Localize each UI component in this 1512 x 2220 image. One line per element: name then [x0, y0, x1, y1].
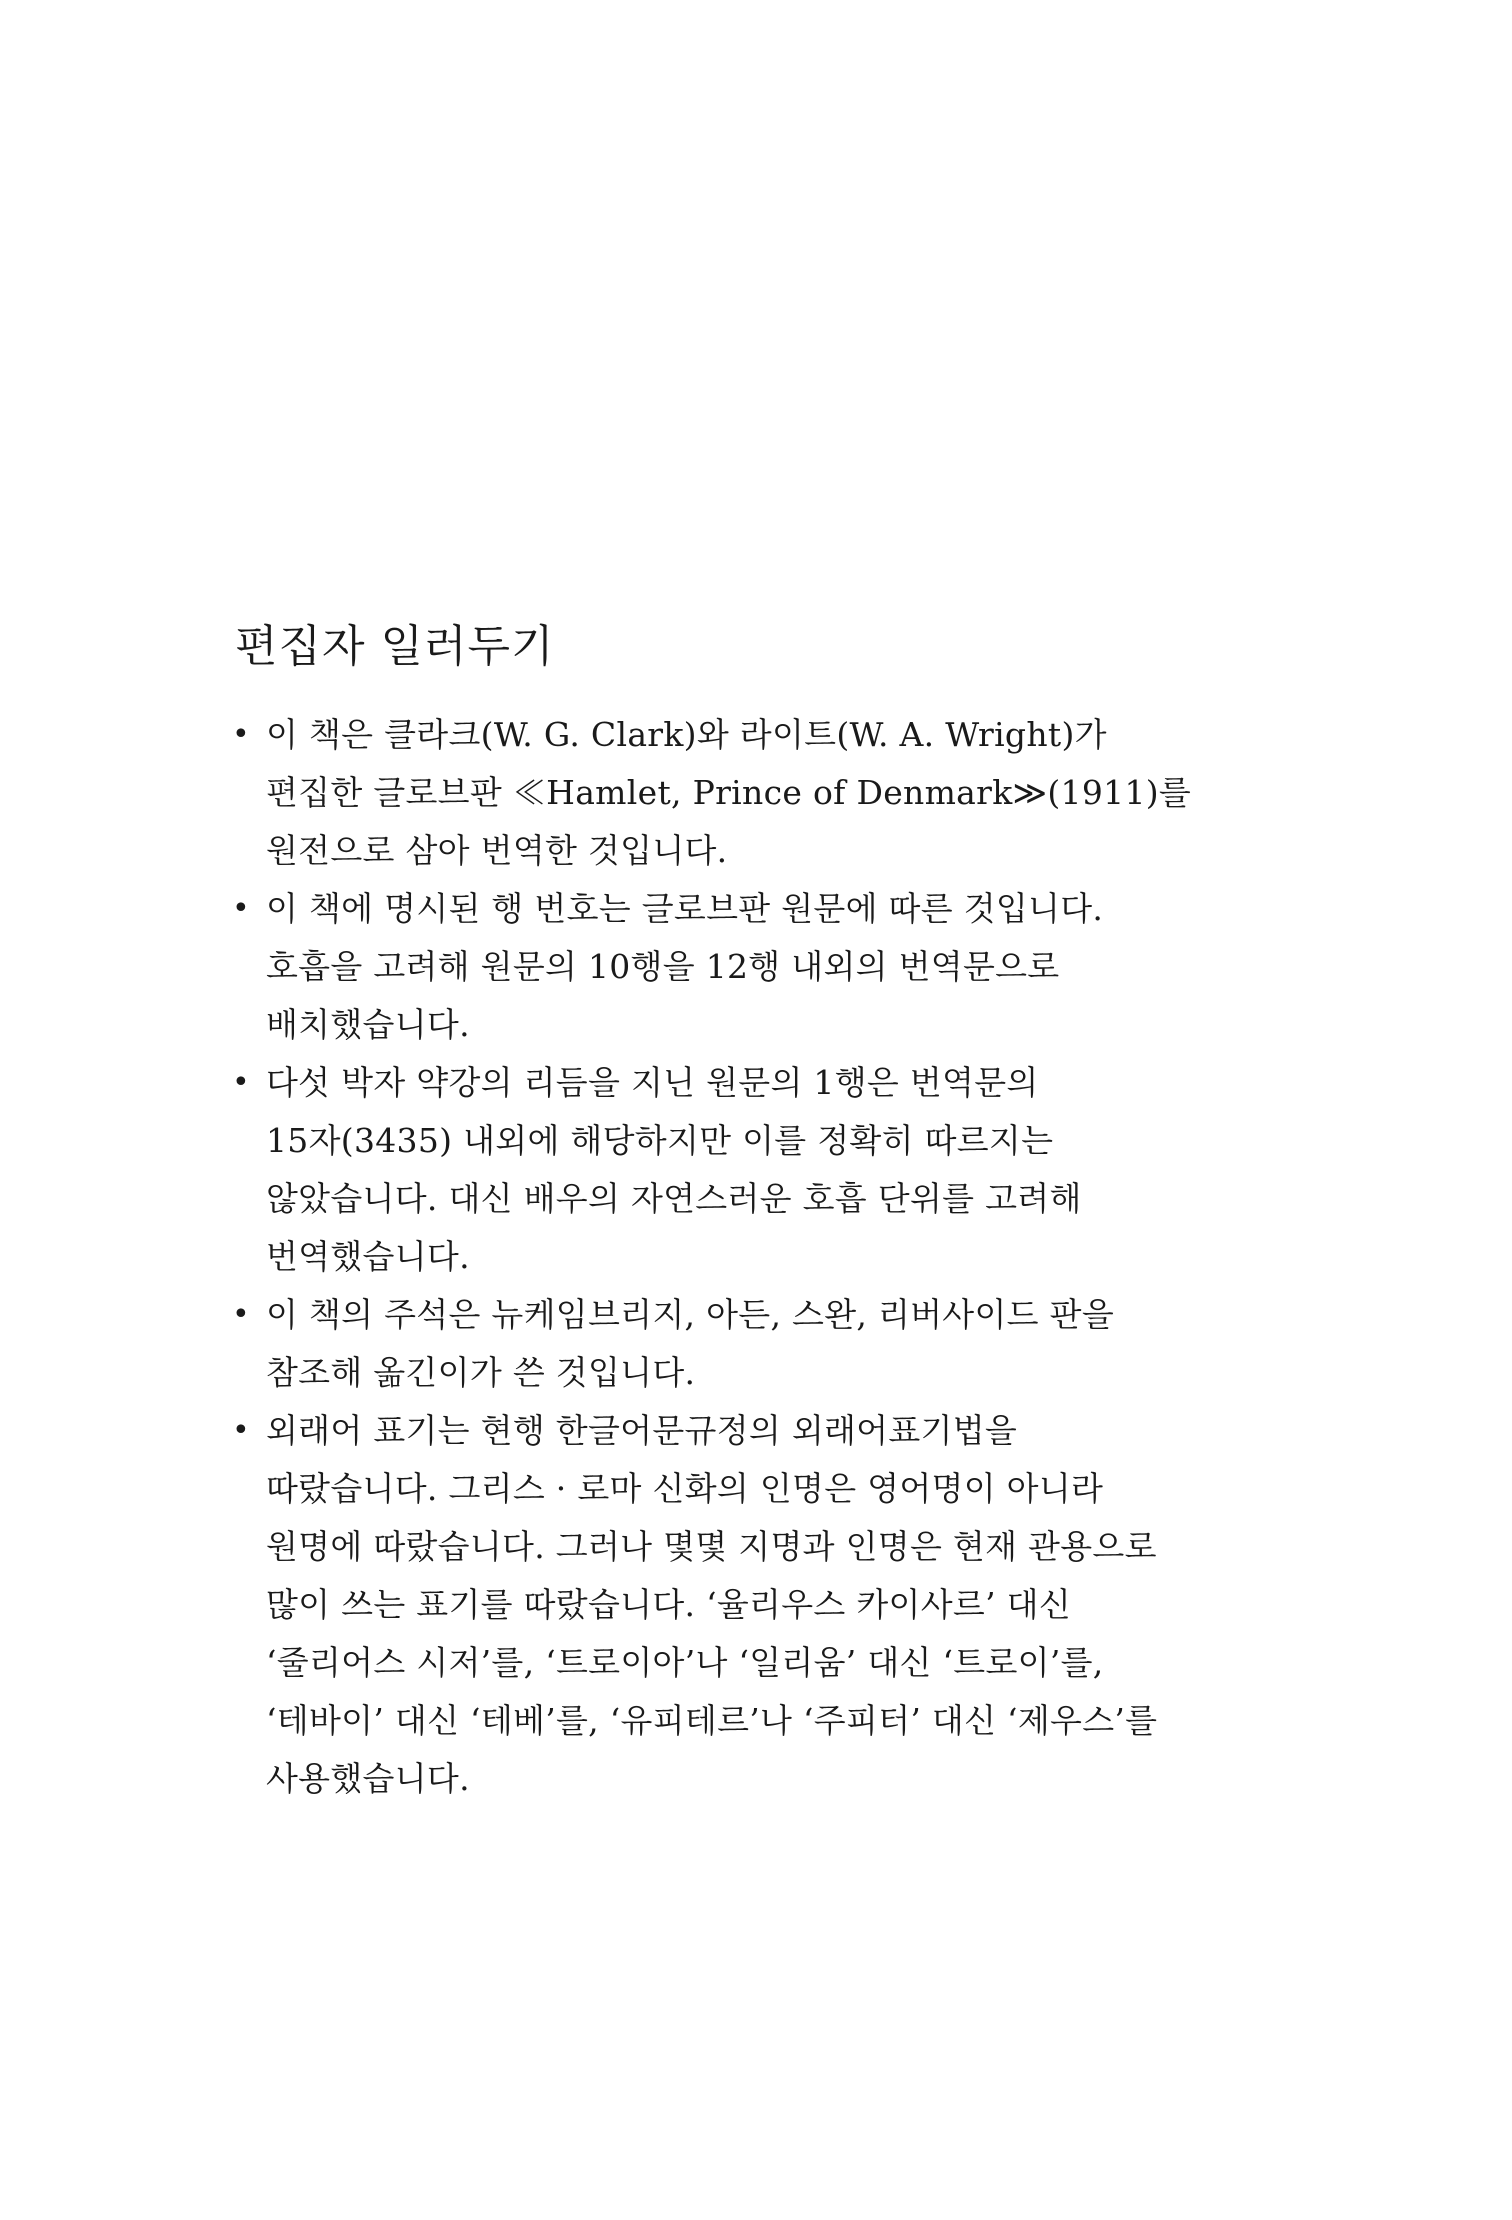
- note-line: 참조해 옮긴이가 쓴 것입니다.: [266, 1353, 696, 1392]
- note-text: [266, 706, 1191, 880]
- note-line: 사용했습니다.: [266, 1759, 470, 1798]
- bullet-icon: •: [232, 717, 250, 752]
- note-line: 편집한 글로브판 ≪Hamlet, Prince of Denmark≫(1911)를: [266, 773, 1192, 812]
- list-item: [232, 1286, 1232, 1402]
- note-line: 이 책에 명시된 행 번호는 글로브판 원문에 따른 것입니다.: [266, 889, 1104, 928]
- list-item: [232, 1402, 1232, 1808]
- note-line: 이 책의 주석은 뉴케임브리지, 아든, 스완, 리버사이드 판을: [266, 1295, 1114, 1334]
- note-text: [266, 1286, 1114, 1402]
- note-line: ‘줄리어스 시저’를, ‘트로이아’나 ‘일리움’ 대신 ‘트로이’를,: [266, 1643, 1104, 1682]
- note-text: [266, 1054, 1082, 1286]
- note-line: 원명에 따랐습니다. 그러나 몇몇 지명과 인명은 현재 관용으로: [266, 1527, 1157, 1566]
- note-line: 배치했습니다.: [266, 1005, 470, 1044]
- note-text: [266, 880, 1103, 1054]
- note-line: 원전으로 삼아 번역한 것입니다.: [266, 831, 728, 870]
- note-line: 다섯 박자 약강의 리듬을 지닌 원문의 1행은 번역문의: [266, 1063, 1039, 1102]
- note-text: [266, 1402, 1157, 1808]
- bullet-icon: •: [232, 891, 250, 926]
- list-item: [232, 880, 1232, 1054]
- note-line: ‘테바이’ 대신 ‘테베’를, ‘유피테르’나 ‘주피터’ 대신 ‘제우스’를: [266, 1701, 1158, 1740]
- note-line: 번역했습니다.: [266, 1237, 470, 1276]
- list-item: [232, 706, 1232, 880]
- note-line: 않았습니다. 대신 배우의 자연스러운 호흡 단위를 고려해: [266, 1179, 1082, 1218]
- list-item: [232, 1054, 1232, 1286]
- note-line: 따랐습니다. 그리스 · 로마 신화의 인명은 영어명이 아니라: [266, 1469, 1104, 1508]
- editor-notes-list: [232, 706, 1232, 1808]
- note-line: 외래어 표기는 현행 한글어문규정의 외래어표기법을: [266, 1411, 1018, 1450]
- note-line: 많이 쓰는 표기를 따랐습니다. ‘율리우스 카이사르’ 대신: [266, 1585, 1072, 1624]
- note-line: 15자(3435) 내외에 해당하지만 이를 정확히 따르지는: [266, 1121, 1054, 1160]
- note-line: 호흡을 고려해 원문의 10행을 12행 내외의 번역문으로: [266, 947, 1060, 986]
- page-title: 편집자 일러두기: [235, 621, 555, 672]
- bullet-icon: •: [232, 1297, 250, 1332]
- note-line: 이 책은 클라크(W. G. Clark)와 라이트(W. A. Wright)가: [266, 715, 1107, 754]
- bullet-icon: •: [232, 1413, 250, 1448]
- bullet-icon: •: [232, 1065, 250, 1100]
